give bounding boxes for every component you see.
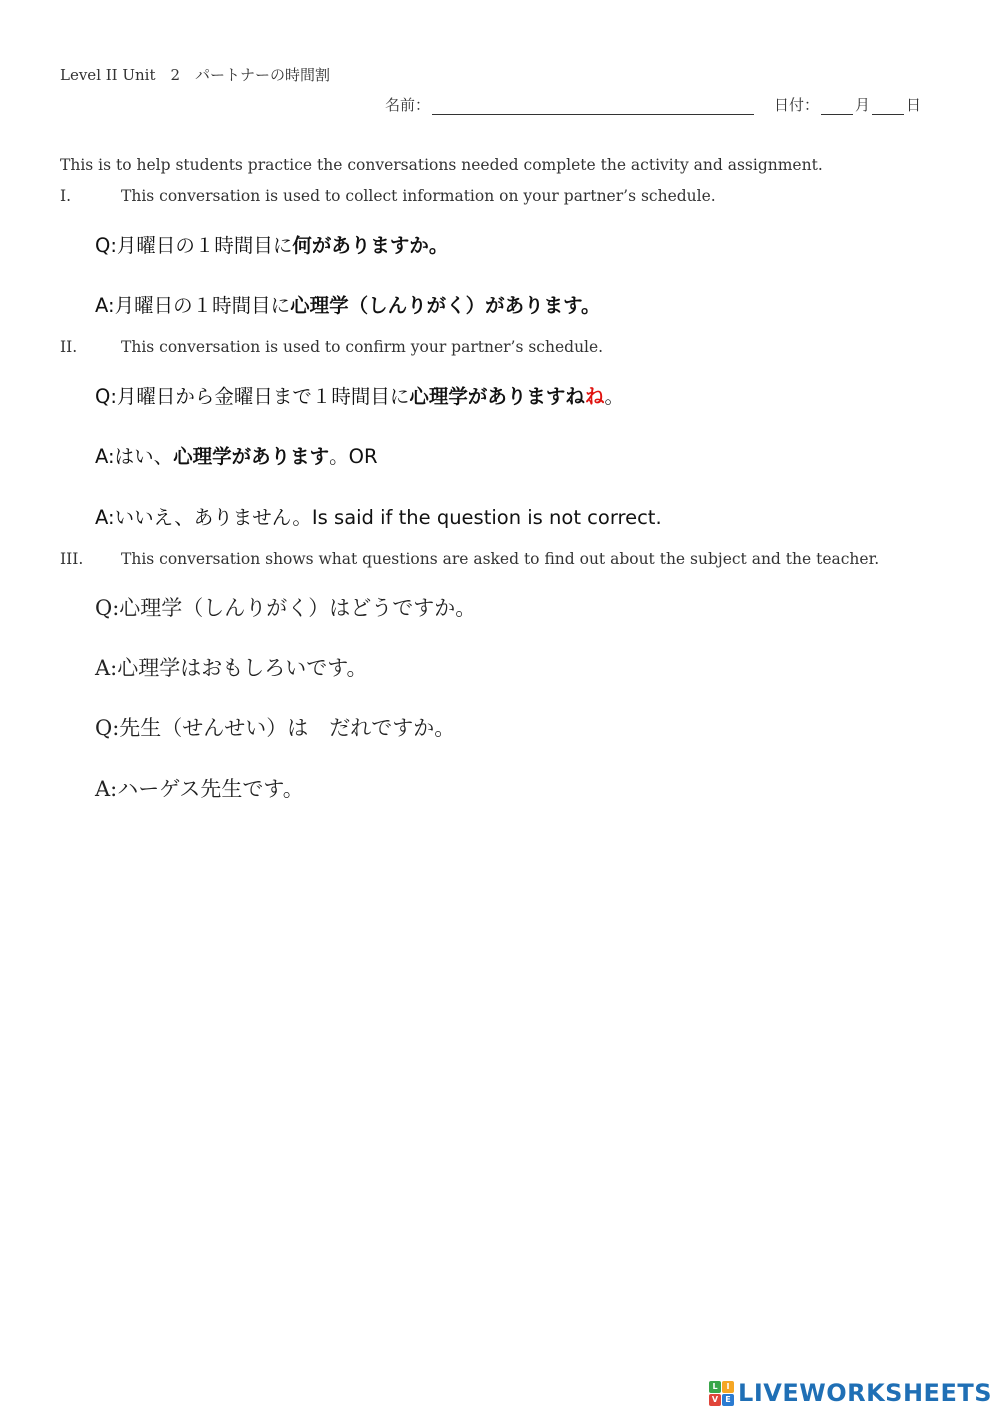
section-3-line-3: Q:先生（せんせい）は だれですか。 xyxy=(95,716,456,740)
logo-text: LIVEWORKSHEETS xyxy=(738,1379,992,1407)
section-3-number: III. xyxy=(60,550,84,568)
answer-note: Is said if the question is not correct. xyxy=(311,506,662,529)
section-2-heading xyxy=(60,338,603,356)
month-label: 月 xyxy=(855,96,871,114)
emphasis-particle: ね xyxy=(584,385,605,408)
answer-text: A:月曜日の１時間目に xyxy=(95,294,291,317)
section-1-description: This conversation is used to collect information on your partner’s schedule. xyxy=(121,187,716,205)
section-2-description: This conversation is used to confirm your partner’s schedule. xyxy=(121,338,604,356)
question-bold-text: 何がありますか。 xyxy=(292,234,449,257)
section-1-heading xyxy=(60,187,716,205)
section-3-line-2: A:心理学はおもしろいです。 xyxy=(95,656,368,680)
name-blank[interactable] xyxy=(432,98,754,115)
intro-text: This is to help students practice the conversations needed complete the activity and assignment. xyxy=(60,156,823,174)
name-label: 名前： xyxy=(385,96,431,114)
section-3-heading xyxy=(60,550,879,568)
name-date-row xyxy=(385,94,921,115)
section-2-answer-no xyxy=(95,502,662,530)
day-blank[interactable] xyxy=(872,98,904,115)
question-end: 。 xyxy=(604,385,624,408)
liveworksheets-logo xyxy=(709,1379,992,1407)
answer-end: 。OR xyxy=(329,445,378,468)
question-text: Q:月曜日から金曜日まで１時間目に xyxy=(95,385,410,408)
section-3-line-1: Q:心理学（しんりがく）はどうですか。 xyxy=(95,596,477,620)
section-3-description: This conversation shows what questions are asked to find out about the subject and the teacher. xyxy=(121,550,880,568)
section-2-question xyxy=(95,381,624,409)
worksheet-title: Level II Unit 2 パートナーの時間割 xyxy=(60,66,331,84)
logo-icon: L I V E xyxy=(709,1381,734,1406)
answer-bold-text: 心理学があります xyxy=(173,445,330,468)
section-1-answer xyxy=(95,290,601,318)
section-2-number: II. xyxy=(60,338,78,356)
question-text: Q:月曜日の１時間目に xyxy=(95,234,293,257)
day-label: 日 xyxy=(906,96,922,114)
section-1-question xyxy=(95,230,448,258)
answer-text: A:いいえ、ありません。 xyxy=(95,506,312,529)
answer-text: A:はい、 xyxy=(95,445,174,468)
month-blank[interactable] xyxy=(821,98,853,115)
question-bold-text: 心理学がありますね xyxy=(409,385,585,408)
section-3-line-4: A:ハーゲス先生です。 xyxy=(95,777,304,801)
section-1-number: I. xyxy=(60,187,72,205)
section-2-answer-yes xyxy=(95,441,378,469)
date-label: 日付： xyxy=(774,96,820,114)
answer-bold-text: 心理学（しんりがく）があります。 xyxy=(290,294,601,317)
